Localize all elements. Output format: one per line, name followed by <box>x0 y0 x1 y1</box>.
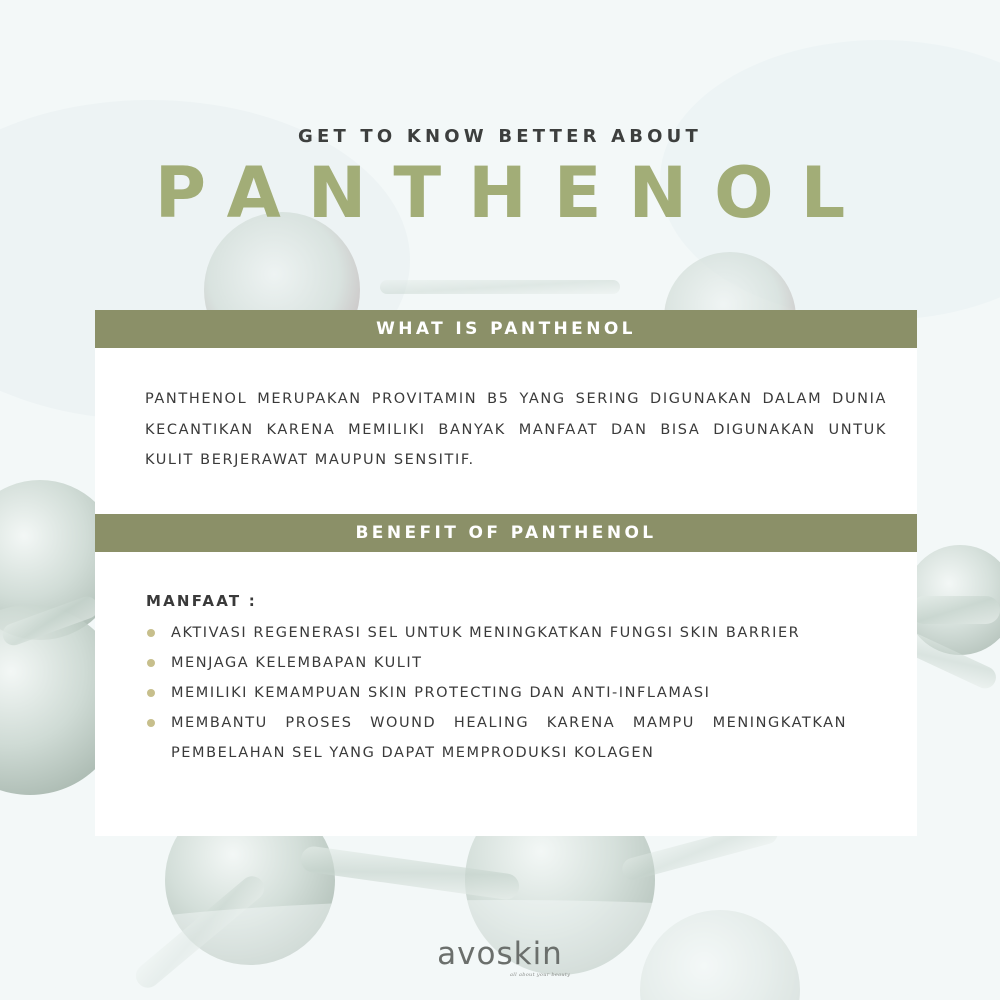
header-kicker: GET TO KNOW BETTER ABOUT <box>298 126 702 147</box>
what-is-heading: WHAT IS PANTHENOL <box>95 310 917 348</box>
what-is-description: PANTHENOL MERUPAKAN PROVITAMIN B5 YANG SERING DIGUNAKAN DALAM DUNIA KECANTIKAN KARENA MEMILIKI BANYAK MANFAAT DAN BISA DIGUNAKAN UNTUK KULIT BERJERAWAT MAUPUN SENSITIF. <box>145 391 887 468</box>
benefit-item <box>147 648 847 678</box>
benefit-heading: BENEFIT OF PANTHENOL <box>95 514 917 552</box>
benefit-item <box>147 678 847 708</box>
brand-logo <box>0 936 1000 978</box>
benefit-item-text: MEMILIKI KEMAMPUAN SKIN PROTECTING DAN ANTI-INFLAMASI <box>171 685 711 701</box>
benefit-item-text: MENJAGA KELEMBAPAN KULIT <box>171 655 423 671</box>
benefit-item-text: AKTIVASI REGENERASI SEL UNTUK MENINGKATKAN FUNGSI SKIN BARRIER <box>171 625 801 641</box>
benefit-item <box>147 618 847 648</box>
page-title: PANTHENOL <box>154 152 873 234</box>
bullet-dot-icon <box>147 659 155 667</box>
benefit-list <box>147 618 847 768</box>
benefit-item <box>147 708 847 768</box>
manfaat-label: MANFAAT : <box>146 592 257 610</box>
brand-tagline: all about your beauty <box>510 972 571 978</box>
bullet-dot-icon <box>147 719 155 727</box>
brand-wordmark: avoskin <box>437 936 563 972</box>
what-is-card <box>95 310 917 515</box>
bullet-dot-icon <box>147 629 155 637</box>
benefit-card <box>95 514 917 836</box>
bullet-dot-icon <box>147 689 155 697</box>
benefit-item-text: MEMBANTU PROSES WOUND HEALING KARENA MAMPU MENINGKATKAN PEMBELAHAN SEL YANG DAPAT MEMPRODUKSI KOLAGEN <box>171 715 847 761</box>
